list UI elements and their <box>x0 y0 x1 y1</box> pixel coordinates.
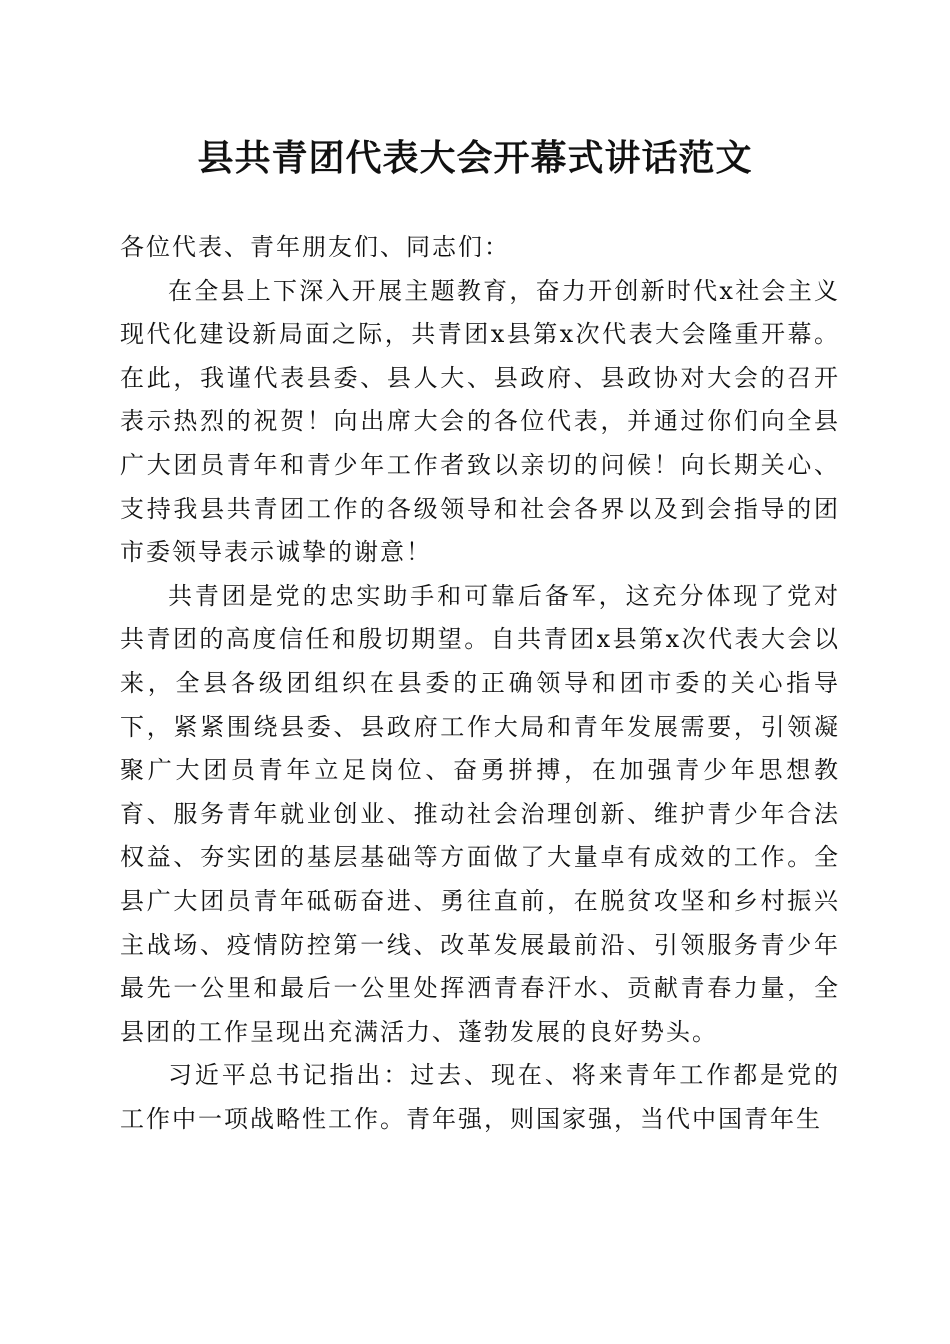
salutation: 各位代表、青年朋友们、同志们： <box>120 233 510 261</box>
paragraph-1: 在全县上下深入开展主题教育，奋力开创新时代x社会主义现代化建设新局面之际，共青团x县第x次代表大会隆重开幕。在此，我谨代表县委、县人大、县政府、县政协对大会的召开表示热烈的祝贺！向出席大会的各位代表，并通过你们向全县广大团员青年和青少年工作者致以亲切的问候！向长期关心、支持我县共青团工作的各级领导和社会各界以及到会指导的团市委领导表示诚挚的谢意！ <box>120 276 840 567</box>
document-body <box>120 226 840 1141</box>
paragraph-3: 习近平总书记指出：过去、现在、将来青年工作都是党的工作中一项战略性工作。青年强，则国家强，当代中国青年生 <box>120 1061 840 1133</box>
document-title: 县共青团代表大会开幕式讲话范文 <box>197 137 753 179</box>
paragraph-2: 共青团是党的忠实助手和可靠后备军，这充分体现了党对共青团的高度信任和殷切期望。自共青团x县第x次代表大会以来，全县各级团组织在县委的正确领导和团市委的关心指导下，紧紧围绕县委、县政府工作大局和青年发展需要，引领凝聚广大团员青年立足岗位、奋勇拼搏，在加强青少年思想教育、服务青年就业创业、推动社会治理创新、维护青少年合法权益、夯实团的基层基础等方面做了大量卓有成效的工作。全县广大团员青年砥砺奋进、勇往直前，在脱贫攻坚和乡村振兴主战场、疫情防控第一线、改革发展最前沿、引领服务青少年最先一公里和最后一公里处挥洒青春汗水、贡献青春力量，全县团的工作呈现出充满活力、蓬勃发展的良好势头。 <box>120 581 840 1046</box>
